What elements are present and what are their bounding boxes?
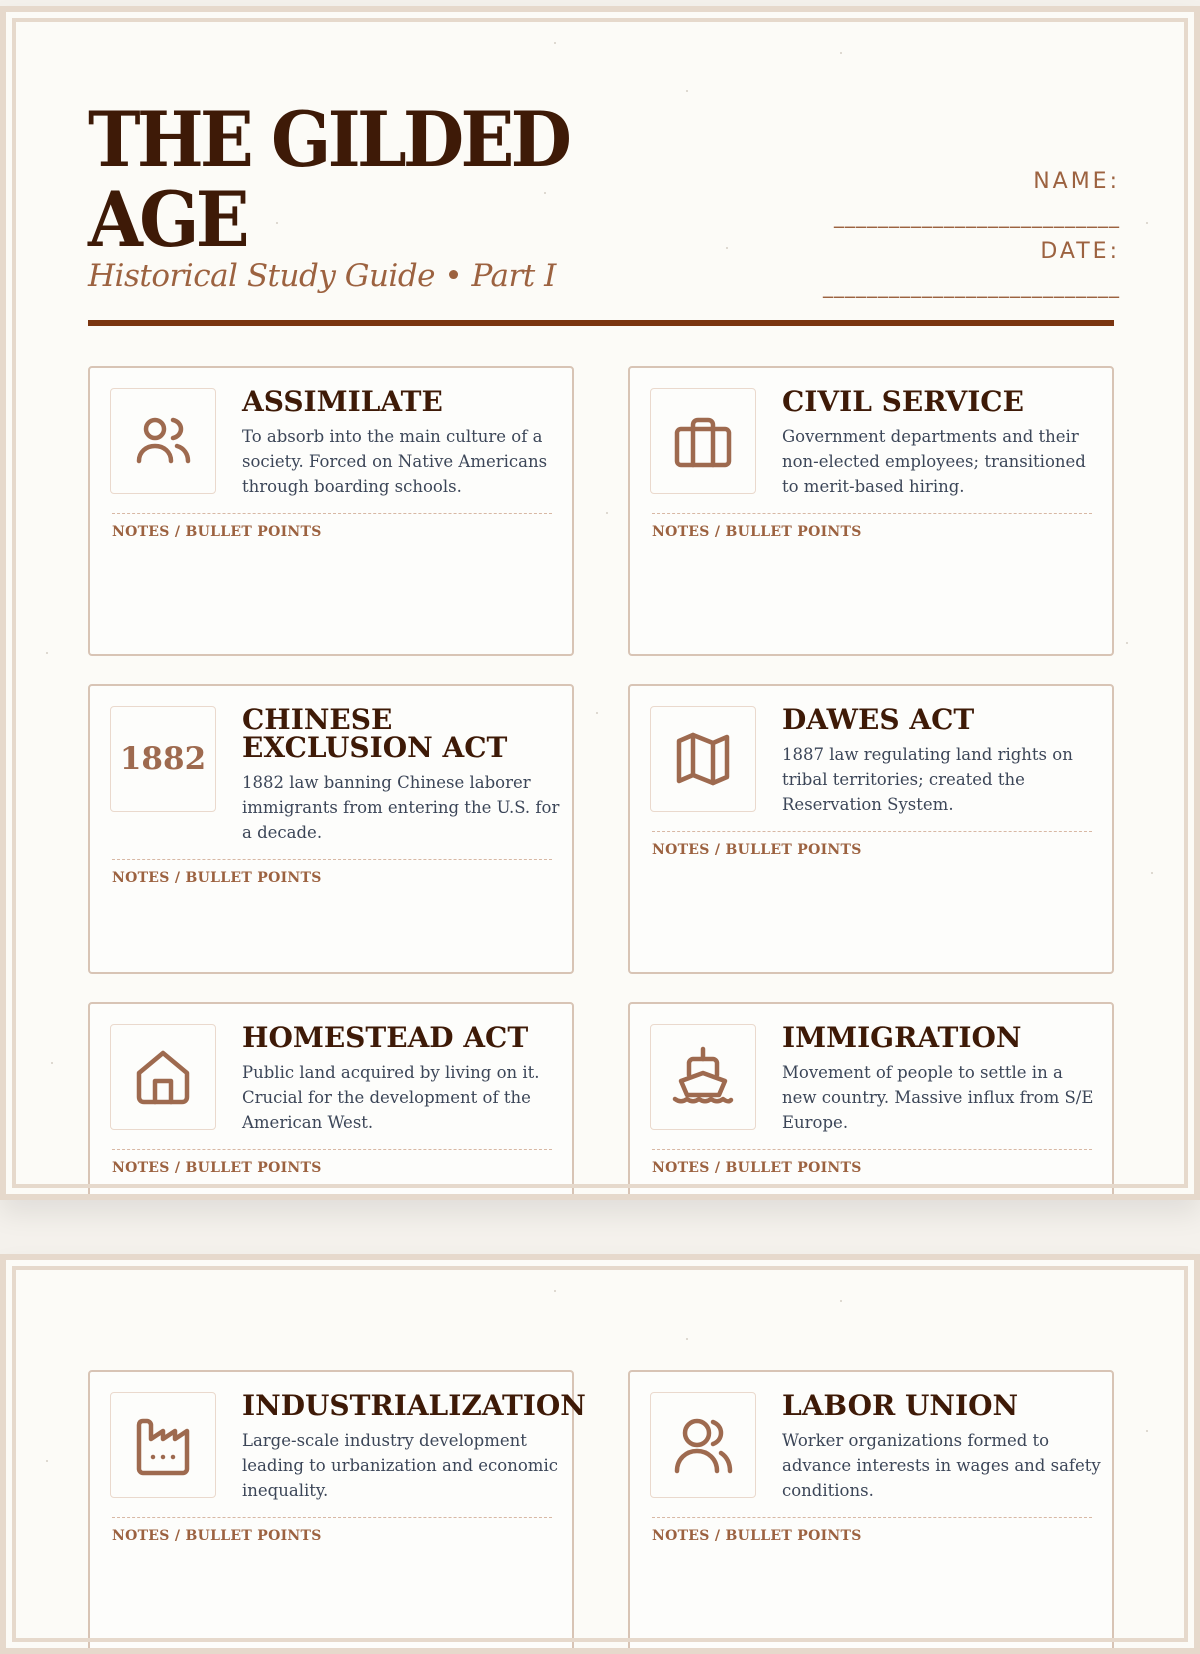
term-definition: Worker organizations formed to advance interests in wages and safety conditions. xyxy=(782,1431,1101,1500)
map-icon xyxy=(650,706,756,812)
term-title: HOMESTEAD ACT xyxy=(242,1021,529,1054)
date-blank-line[interactable]: ___________________________ xyxy=(823,274,1120,298)
term-card-homestead-act xyxy=(88,1002,574,1200)
page-title: THE GILDED AGE xyxy=(88,95,569,264)
ship-icon xyxy=(650,1024,756,1130)
term-title: DAWES ACT xyxy=(782,703,975,736)
notes-divider xyxy=(112,1149,552,1150)
name-label: NAME: xyxy=(1033,169,1120,194)
term-card-immigration xyxy=(628,1002,1114,1200)
users-icon xyxy=(650,1392,756,1498)
term-title: INDUSTRIALIZATION xyxy=(242,1389,586,1422)
notes-label: NOTES / BULLET POINTS xyxy=(652,524,862,540)
notes-label: NOTES / BULLET POINTS xyxy=(652,1528,862,1544)
term-definition: Public land acquired by living on it. Crucial for the development of the American West. xyxy=(242,1063,540,1132)
notes-divider xyxy=(652,513,1092,514)
term-definition: 1887 law regulating land rights on tribal territories; created the Reservation System. xyxy=(782,745,1073,814)
notes-divider xyxy=(652,831,1092,832)
people-icon xyxy=(110,388,216,494)
term-definition: Large-scale industry development leading to urbanization and economic inequality. xyxy=(242,1431,558,1500)
notes-divider xyxy=(112,1517,552,1518)
name-date-fields xyxy=(823,162,1120,300)
notes-label: NOTES / BULLET POINTS xyxy=(112,524,322,540)
briefcase-icon xyxy=(650,388,756,494)
notes-label: NOTES / BULLET POINTS xyxy=(652,1160,862,1176)
worksheet-header xyxy=(88,90,1120,330)
factory-icon xyxy=(110,1392,216,1498)
term-definition: To absorb into the main culture of a society. Forced on Native Americans through boarding schools. xyxy=(242,427,548,496)
term-card-civil-service xyxy=(628,366,1114,656)
notes-divider xyxy=(112,859,552,860)
name-blank-line[interactable]: __________________________ xyxy=(834,204,1120,228)
year-badge xyxy=(110,706,216,812)
worksheet-page-2 xyxy=(0,1254,1200,1654)
notes-label: NOTES / BULLET POINTS xyxy=(112,870,322,886)
term-title: ASSIMILATE xyxy=(242,385,443,418)
notes-label: NOTES / BULLET POINTS xyxy=(112,1528,322,1544)
term-card-industrialization xyxy=(88,1370,586,1654)
term-title: CIVIL SERVICE xyxy=(782,385,1024,418)
notes-label: NOTES / BULLET POINTS xyxy=(112,1160,322,1176)
page-subtitle: Historical Study Guide • Part I xyxy=(88,258,556,294)
notes-divider xyxy=(112,513,552,514)
term-card-dawes-act xyxy=(628,684,1114,974)
notes-divider xyxy=(652,1517,1092,1518)
notes-divider xyxy=(652,1149,1092,1150)
term-title: IMMIGRATION xyxy=(782,1021,1022,1054)
house-icon xyxy=(110,1024,216,1130)
term-definition: Government departments and their non-elected employees; transitioned to merit-based hiring. xyxy=(782,427,1086,496)
date-label: DATE: xyxy=(1040,239,1120,264)
term-card-labor-union xyxy=(628,1370,1114,1654)
term-definition: 1882 law banning Chinese laborer immigrants from entering the U.S. for a decade. xyxy=(242,773,560,842)
notes-label: NOTES / BULLET POINTS xyxy=(652,842,862,858)
term-card-assimilate xyxy=(88,366,574,656)
term-definition: Movement of people to settle in a new country. Massive influx from S/E Europe. xyxy=(782,1063,1094,1132)
header-divider xyxy=(88,320,1114,326)
term-title: CHINESE EXCLUSION ACT xyxy=(242,703,508,764)
worksheet-page-1 xyxy=(0,6,1200,1200)
year-badge-text: 1882 xyxy=(119,741,207,777)
term-card-chinese-exclusion-act xyxy=(88,684,574,974)
term-title: LABOR UNION xyxy=(782,1389,1019,1422)
